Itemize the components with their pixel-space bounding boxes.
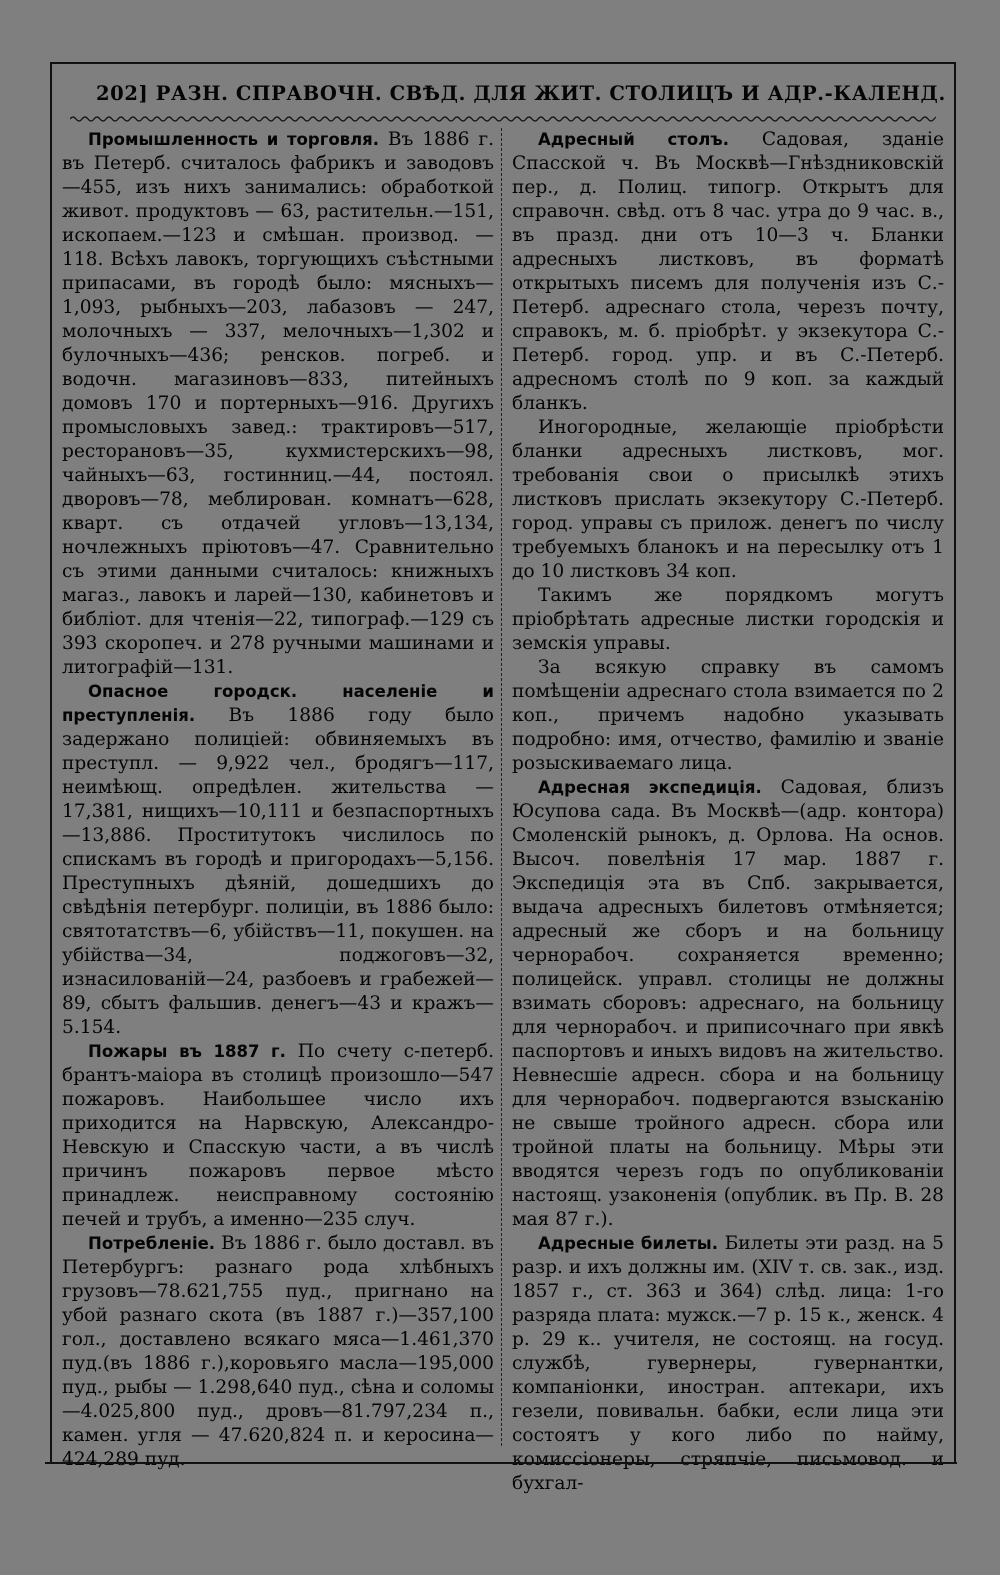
heading-industry: Промышленность и торговля. <box>88 130 380 149</box>
heading-address-expedition: Адресная экспедиція. <box>538 778 762 797</box>
running-header: 202] РАЗН. СПРАВОЧН. СВѢД. ДЛЯ ЖИТ. СТОЛИЦЪ И АДР.-КАЛЕНД. <box>96 82 946 105</box>
heading-crime: Опасное городск. населеніе и преступленія. <box>62 682 494 725</box>
text-consumption: Въ 1886 г. было доставл. въ Петербургъ: разнаго рода хлѣбныхъ грузовъ—78.621,755 пуд., пригнано на убой разнаго скота (въ 1887 г.)—357,100 гол., доставлено всякаго мяса—1.461,370 пуд.(въ 1886 г.),коровьяго масла—195,000 пуд., рыбы — 1.298,640 пуд., сѣна и соломы—4.025,800 пуд., дровъ—81.797,234 п., камен. угля — 47.620,824 п. и керосина—424,289 пуд. <box>62 1233 494 1470</box>
text-out-of-town: Иногородные, желающіе пріобрѣсти бланки адресныхъ листковъ, мог. требованія свои о присылкѣ этихъ листковъ прислать экзекутору С.-Петерб. город. управы съ прилож. денегъ по числу требуемыхъ бланокъ и на пересылку отъ 1 до 10 листковъ 34 коп. <box>512 417 944 582</box>
bottom-rule <box>45 1462 957 1464</box>
paragraph-address-tickets <box>512 1232 944 1496</box>
text-fires: По счету с-петерб. брантъ-маіора въ столицѣ произошло—547 пожаровъ. Наибольшее число ихъ приходится на Нарвскую, Александро-Невскую и Спасскую части, а въ числѣ причинъ пожаровъ первое мѣсто принадлеж. неисправному состоянію печей и трубъ, а именно—235 случ. <box>62 1041 494 1230</box>
paragraph-fires <box>62 1040 494 1232</box>
paragraph-address-desk <box>512 128 944 416</box>
paragraph-industry <box>62 128 494 680</box>
text-address-tickets: Билеты эти разд. на 5 разр. и ихъ должны им. (XIV т. св. зак., изд. 1857 г., ст. 363 и 364) слѣд. лица: 1-го разряда плата: мужск.—7 р. 15 к., женск. 4 р. 29 к.. учителя, не состоящ. на госуд. службѣ, гувернеры, гувернантки, компаніонки, иностран. аптекари, ихъ гезели, повивальн. бабки, если лица эти состоятъ у кого либо по найму, комиссіонеры, стряпчіе, письмовод. и бухгал- <box>512 1233 944 1494</box>
heading-address-tickets: Адресные билеты. <box>538 1234 718 1253</box>
text-address-desk: Садовая, зданіе Спасской ч. Въ Москвѣ—Гнѣздниковскій пер., д. Полиц. типогр. Открытъ для справочн. свѣд. отъ 8 час. утра до 9 час. в., въ празд. дни отъ 10—3 ч. Бланки адресныхъ листковъ, въ форматѣ открытыхъ писемъ для полученія изъ С.-Петерб. адреснаго стола, черезъ почту, справокъ, м. б. пріобрѣт. у экзекутора С.-Петерб. город. упр. и въ С.-Петерб. адресномъ столѣ по 9 коп. за каждый бланкъ. <box>512 129 944 414</box>
text-industry: Въ 1886 г. въ Петерб. считалось фабрикъ и заводовъ—455, изъ нихъ занимались: обработкой живот. продуктовъ — 63, растительн.—151, ископаем.—123 и смѣшан. производ. — 118. Всѣхъ лавокъ, торгующихъ съѣстными припасами, въ городѣ было: мясныхъ—1,093, рыбныхъ—203, лабазовъ — 247, молочныхъ — 337, мелочныхъ—1,302 и булочныхъ—436; ренсков. погреб. и водочн. магазиновъ—833, питейныхъ домовъ 170 и портерныхъ—916. Другихъ промысловыхъ завед.: трактировъ—517, ресторановъ—35, кухмистерскихъ—98, чайныхъ—63, гостинниц.—44, постоял. дворовъ—78, меблирован. комнатъ—628, кварт. съ отдачей угловъ—13,134, ночлежныхъ пріютовъ—47. Сравнительно съ этими данными считалось: книжныхъ магаз., лавокъ и ларей—130, кабинетовъ и библіот. для чтенія—22, типограф.—129 съ 393 скоропеч. и 278 ручными машинами и литографій—131. <box>62 129 494 678</box>
heading-address-desk: Адресный столъ. <box>538 130 729 149</box>
text-same-order: Такимъ же порядкомъ могутъ пріобрѣтать адресные листки городскія и земскія управы. <box>512 585 944 654</box>
text-crime: Въ 1886 году было задержано полиціей: обвиняемыхъ въ преступл. — 9,922 чел., бродягъ—117, неимѣющ. опредѣлен. жительства — 17,381, нищихъ—10,111 и безпаспортныхъ—13,886. Проститутокъ числилось по спискамъ въ городѣ и пригородахъ—5,156. Преступныхъ дѣяній, дошедшихъ до свѣдѣнія петербург. полиціи, въ 1886 было: святотатствъ—6, убійствъ—11, покушен. на убійства—34, поджоговъ—32, изнасилованій—24, разбоевъ и грабежей—89, сбытъ фальшив. денегъ—43 и кражъ—5.154. <box>62 705 494 1038</box>
paragraph-same-order <box>512 584 944 656</box>
header-wavy-rule <box>70 114 936 124</box>
left-column <box>62 128 494 1472</box>
paragraph-out-of-town <box>512 416 944 584</box>
paragraph-inquiry-fee <box>512 656 944 776</box>
right-column <box>512 128 944 1496</box>
text-inquiry-fee: За всякую справку въ самомъ помѣщеніи адреснаго стола взимается по 2 коп., причемъ надобно указывать подробно: имя, отчество, фамилію и званіе розыскиваемаго лица. <box>512 657 944 774</box>
paragraph-address-expedition <box>512 776 944 1232</box>
column-divider <box>501 128 502 1446</box>
heading-consumption: Потребленіе. <box>88 1234 216 1253</box>
paragraph-consumption <box>62 1232 494 1472</box>
text-address-expedition: Садовая, близъ Юсупова сада. Въ Москвѣ—(адр. контора) Смоленскій рынокъ, д. Орлова. На основ. Высоч. повелѣнія 17 мар. 1887 г. Экспедиція эта въ Спб. закрывается, выдача адресныхъ билетовъ отмѣняется; адресный же сборъ и на больницу чернорабоч. сохраняется временно; полицейск. управл. столицы не должны взимать сборовъ: адреснаго, на больницу для чернорабоч. и приписочнаго при явкѣ паспортовъ и иныхъ видовъ на жительство. Невнесшіе адресн. сбора и на больницу для чернорабоч. подвергаются взысканію не свыше тройного адресн. сбора или тройной платы на больницу. Мѣры эти вводятся черезъ годъ по опубликованіи настоящ. узаконенія (опублик. въ Пр. В. 28 мая 87 г.). <box>512 777 944 1230</box>
heading-fires: Пожары въ 1887 г. <box>88 1042 286 1061</box>
paragraph-crime <box>62 680 494 1040</box>
page-frame <box>50 62 956 1494</box>
